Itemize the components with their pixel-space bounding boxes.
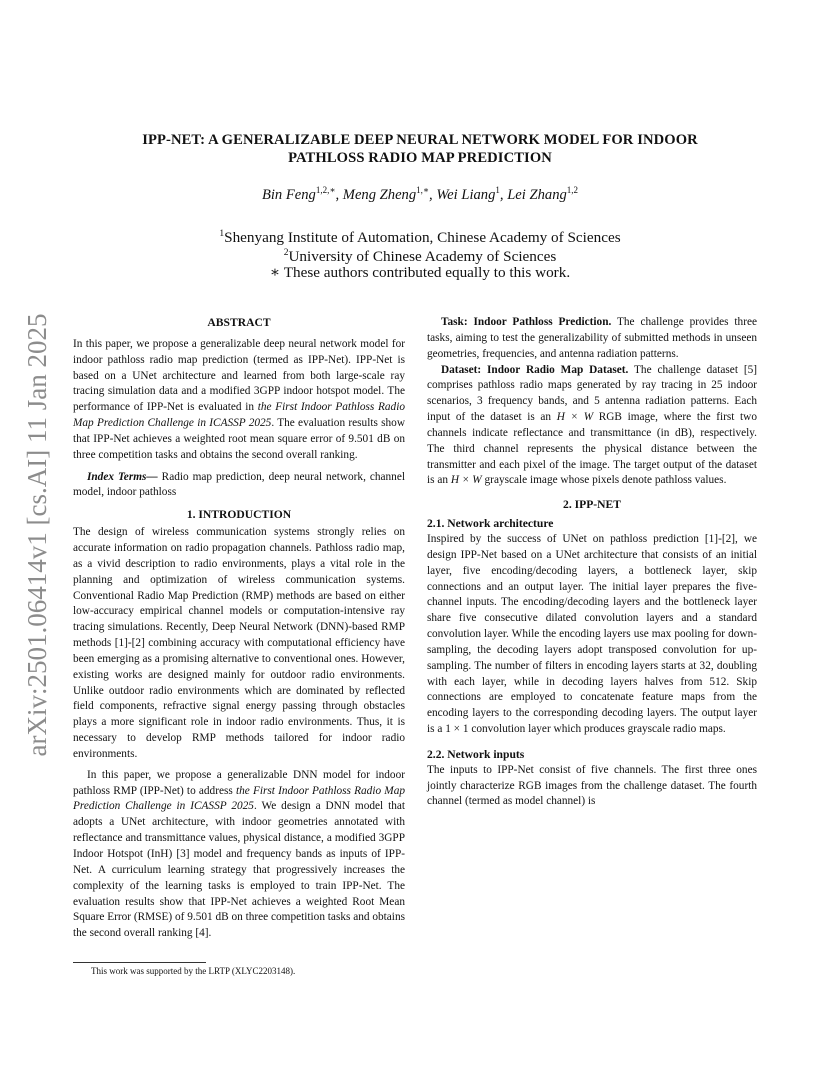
title-line-2: PATHLOSS RADIO MAP PREDICTION <box>288 150 552 166</box>
task-label: Task: Indoor Pathloss Prediction. <box>441 316 612 328</box>
author-affiliation-marker: 1 <box>495 185 500 195</box>
dataset-text: RGB image, where the first two channels indicate reflectance and transmittance (in dB), respectively. The third channel represents the physical distance between the transmitter and each pixel of the image. The target output of the dataset is an <box>427 411 757 487</box>
network-architecture-heading: 2.1. Network architecture <box>427 517 554 531</box>
dataset-label: Dataset: Indoor Radio Map Dataset. <box>441 363 629 376</box>
footnote: This work was supported by the LRTP (XLYC2203148). <box>91 966 296 976</box>
author-affiliation-marker: 1,∗ <box>416 185 430 195</box>
intro-text: In this paper, we propose a generalizable DNN model for indoor pathloss RMP (IPP-Net) to address <box>73 768 405 797</box>
network-inputs-heading: 2.2. Network inputs <box>427 747 525 761</box>
author-separator: , <box>335 187 343 203</box>
author-separator: , <box>429 187 437 203</box>
equal-contribution-marker: ∗ <box>269 264 281 281</box>
index-terms <box>73 470 405 502</box>
affiliation-marker: 1 <box>219 229 225 239</box>
right-column <box>427 315 757 810</box>
task-text: The challenge provides three tasks, aiming to test the generalizability of submitted methods in unseen geometries, frequencies, and antenna radiation patterns. <box>427 316 757 360</box>
intro-paragraph-1: The design of wireless communication systems strongly relies on accurate information on radio propagation channels. Pathloss radio map, as a vivid description to radio environments, plays a vital role in the planning and optimization of wireless communication systems. Conventional Radio Map Prediction (RMP) methods are based on either low-accuracy empirical channel models or computation-intensive ray tracing simulations. Recently, Deep Neural Network (DNN)-based RMP methods [1]-[2] combining accuracy with computational efficiency have been emerging as a promising alternative to conventional ones. However, existing works are designed mainly for outdoor radio environments. Unlike outdoor radio environments which are dominated by reflected field components, refractive signal energy passing through obstacles plays a more significant role in indoor radio environments. Thus, it is necessary to develop RMP methods tailored for indoor radio environments. <box>73 526 405 760</box>
abstract-challenge-name: the First Indoor Pathloss Radio Map Prediction Challenge in ICASSP 2025 <box>73 401 405 430</box>
affiliation-text: Shenyang Institute of Automation, Chinese Academy of Sciences <box>224 229 621 246</box>
index-terms-label: Index Terms— <box>87 470 158 483</box>
left-column <box>73 315 405 942</box>
dataset-text: grayscale image whose pixels denote pathloss values. <box>481 474 727 487</box>
index-terms-text: Radio map prediction, deep neural network, channel model, indoor pathloss <box>73 470 405 499</box>
intro-paragraph-2 <box>73 768 405 942</box>
author-name: Meng Zheng <box>342 187 417 203</box>
abstract-heading: ABSTRACT <box>207 316 271 329</box>
title-line-1: IPP-NET: A GENERALIZABLE DEEP NEURAL NETWORK MODEL FOR INDOOR <box>142 132 698 148</box>
author-name: Wei Liang <box>436 187 496 203</box>
dataset-dimension: H × W <box>450 474 482 487</box>
ippnet-heading: 2. IPP-NET <box>563 498 621 512</box>
affiliation-marker: 2 <box>283 248 289 258</box>
network-architecture-paragraph: Inspired by the success of UNet on pathloss prediction [1]-[2], we design IPP-Net based on a UNet architecture that consists of an initial layer, five encoding/decoding layers, a bottleneck layer, skip connections and an output layer. The initial layer prepares the five-channel inputs. The encoding/decoding layers and the bottleneck layer share five consecutive dilated convolution layers and a standard convolution layer. While the encoding layers use max pooling for down-sampling, the decoding layers adopt transposed convolution for up-sampling. The number of filters in encoding layers starts at 32, doubling with each layer, while in decoding layers halves from 512. Skip connections are employed to concatenate feature maps from the encoding layers to the corresponding decoding layers. The output layer is a 1 × 1 convolution layer which produces grayscale radio maps. <box>427 532 757 736</box>
dataset-dimension: H × W <box>556 411 594 424</box>
abstract-text: In this paper, we propose a generalizable deep neural network model for indoor pathloss radio map prediction (termed as IPP-Net). IPP-Net is based on a UNet architecture and learned from both large-scale ray tracing simulation data and a modified 3GPP indoor hotspot model. The performance of IPP-Net is evaluated in <box>73 337 405 414</box>
arxiv-stamp <box>2 300 66 770</box>
author-separator: , <box>499 187 508 203</box>
abstract-paragraph <box>73 337 405 464</box>
task-paragraph <box>427 315 757 363</box>
author-list <box>90 185 750 204</box>
arxiv-id: arXiv:2501.06414v1 [cs.AI] 11 Jan 2025 <box>22 313 52 757</box>
abstract-text-end: . The evaluation results show that IPP-Net achieves a weighted root mean square error of 9.501 dB on three competition tasks and obtains the second overall ranking. <box>73 417 405 461</box>
introduction-heading: 1. INTRODUCTION <box>186 508 292 522</box>
footnote-rule <box>73 962 206 963</box>
intro-text-end: . We design a DNN model that adopts a UNet architecture, with indoor geometries annotated with reflectance and transmittance values, physical distance, a modified 3GPP Indoor Hotspot (InH) [3] model and frequency bands as inputs of IPP-Net. A curriculum learning strategy that progressively increases the complexity of the learning tasks is employed to train IPP-Net. The evaluation results show that IPP-Net achieves a weighted Root Mean Square Error (RMSE) of 9.501 dB on three competition tasks and obtains the second overall ranking [4]. <box>73 800 406 940</box>
author-affiliation-marker: 1,2,∗ <box>315 185 336 195</box>
equal-contribution-text: These authors contributed equally to this work. <box>280 264 571 281</box>
author-name: Lei Zhang <box>507 187 567 203</box>
network-inputs-paragraph: The inputs to IPP-Net consist of five channels. The first three ones jointly characterize RGB images from the challenge dataset. The fourth channel (termed as model channel) is <box>427 763 757 808</box>
author-name: Bin Feng <box>261 187 316 203</box>
equal-contribution-note <box>90 263 750 282</box>
affiliation-text: University of Chinese Academy of Sciences <box>288 248 557 265</box>
dataset-text: The challenge dataset [5] comprises pathloss radio maps generated by ray tracing in 25 indoor scenarios, 3 frequency bands, and 5 antenna radiation patterns. Each input of the dataset is an <box>427 363 757 424</box>
author-affiliation-marker: 1,2 <box>566 185 579 195</box>
dataset-paragraph <box>427 363 757 490</box>
intro-challenge-name: the First Indoor Pathloss Radio Map Prediction Challenge in ICASSP 2025 <box>73 784 405 813</box>
paper-title <box>90 131 750 167</box>
arxiv-stamp-svg <box>2 300 66 770</box>
